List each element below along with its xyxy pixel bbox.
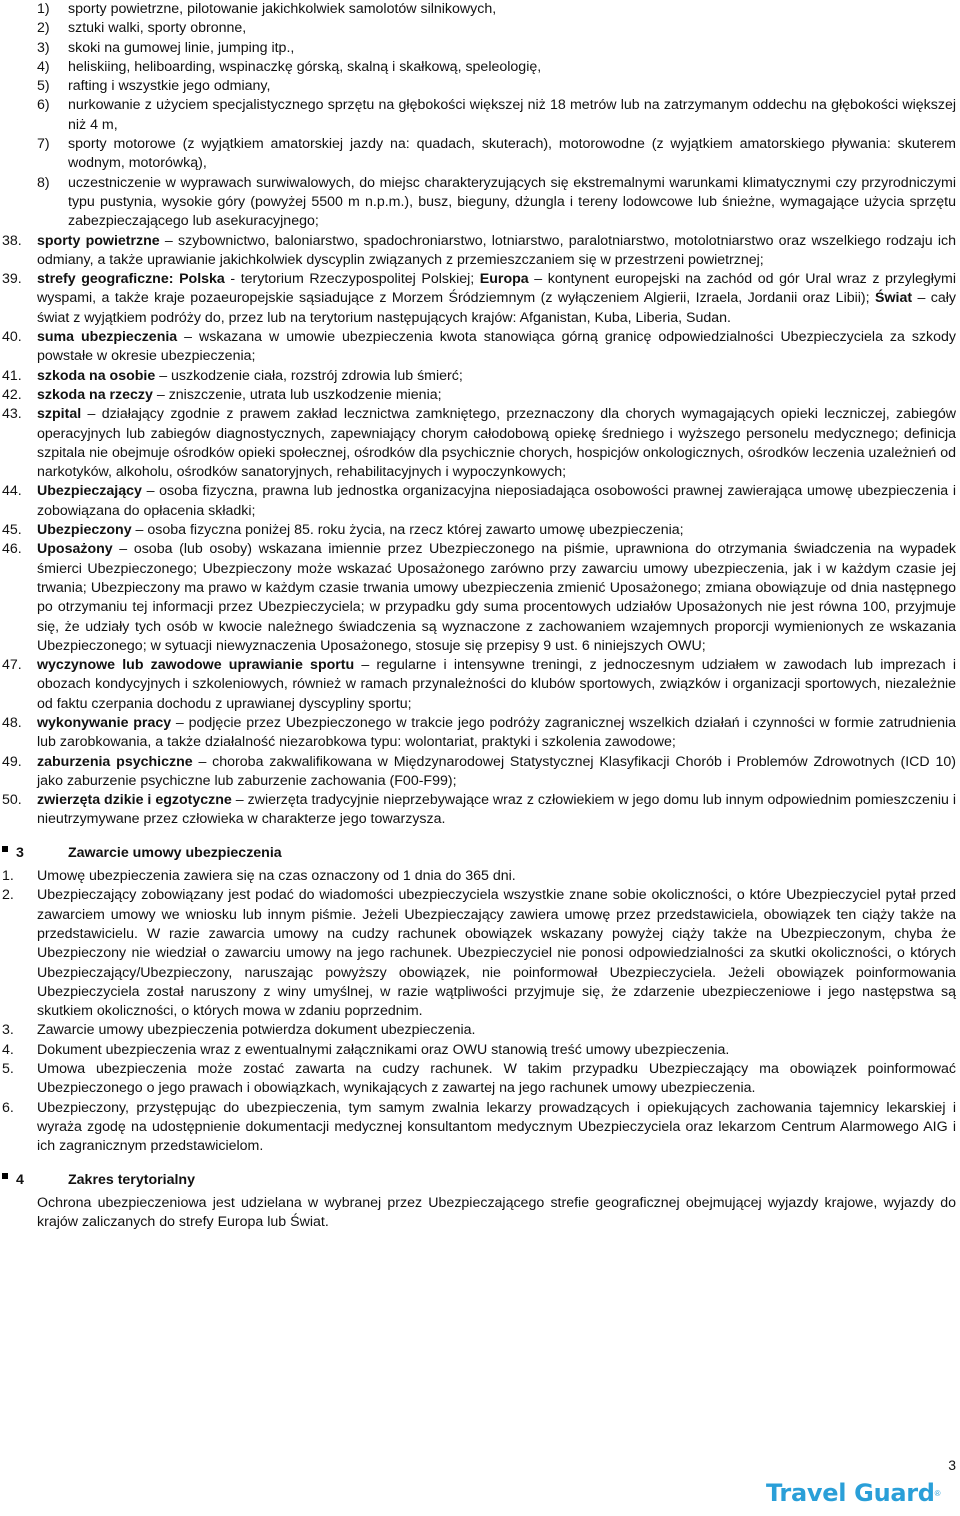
definition-item: 50. zwierzęta dzikie i egzotyczne – zwierzęta tradycyjnie nieprzebywające wraz z człowiekiem w jego domu lub innym odpowiednim pomieszczeniu i nieutrzymywane przez człowieka w charakterze jego towarzysza. bbox=[2, 792, 956, 828]
definition-item: 40. suma ubezpieczenia – wskazana w umowie ubezpieczenia kwota stanowiąca górną granicę odpowiedzialności Ubezpieczyciela za szkody powstałe w okresie ubezpieczenia; bbox=[2, 329, 956, 365]
list-item: 3) skoki na gumowej linie, jumping itp., bbox=[37, 39, 295, 56]
logo-registered-mark: ® bbox=[934, 1489, 941, 1498]
section-bullet-icon bbox=[2, 846, 8, 852]
list-item: 2. Ubezpieczający zobowiązany jest podać do wiadomości ubezpieczyciela wszystkie znane sobie okoliczności, o które Ubezpieczyciel pytał przed zawarciem umowy we wniosku lub innym piśmie. Jeżeli Ubezpieczający zawiera umowę przez przedstawiciela, obowiązek ten ciąży także na przedstawicielu. W razie zawarcia umowy na cudzy rachunek obowiązek wskazany powyżej ciąży także na Ubezpieczonym, chyba że Ubezpieczony nie wiedział o zawarciu umowy na jego rachunek. Ubezpieczyciel nie ponosi odpowiedzialności za skutki okoliczności, o których Ubezpieczający/Ubezpieczony, naruszając powyższy obowiązek, nie poinformował Ubezpieczyciela. Jeżeli obowiązek poinformowania Ubezpieczyciela został naruszony z winy umyślnej, w razie wątpliwości przyjmuje się, że zdarzenie ubezpieczeniowe i jego następstwa są skutkiem okoliczności, o których mowa w zdaniu poprzednim. bbox=[2, 887, 956, 1020]
logo-text: Travel Guard bbox=[766, 1479, 935, 1507]
list-item: 4. Dokument ubezpieczenia wraz z ewentualnymi załącznikami oraz OWU stanowią treść umowy ubezpieczenia. bbox=[2, 1041, 730, 1058]
list-item: 3. Zawarcie umowy ubezpieczenia potwierdza dokument ubezpieczenia. bbox=[2, 1022, 476, 1039]
definition-item: 43. szpital – działający zgodnie z prawem zakład lecznictwa zamkniętego, przeznaczony dla chorych wymagających opieki leczniczej, zabiegów operacyjnych lub zabiegów diagnostycznych, zapewniający chorym całodobową opiekę średniego i wyższego personelu medycznego; definicja szpitala nie obejmuje ośrodków opieki społecznej, ośrodków dla psychicznie chorych, hospicjów onkologicznych, ośrodków leczenia uzależnień od narkotyków, alkoholu, ośrodków sanatoryjnych, rehabilitacyjnych i wypoczynkowych; bbox=[2, 406, 956, 481]
list-item: 5. Umowa ubezpieczenia może zostać zawarta na cudzy rachunek. W takim przypadku Ubezpieczający ma obowiązek poinformować Ubezpieczonego o jego prawach i obowiązkach, wynikających z zawartej na jego rachunek umowy ubezpieczenia. bbox=[2, 1061, 956, 1097]
definition-item: 38. sporty powietrzne – szybownictwo, baloniarstwo, spadochroniarstwo, lotniarstwo, paralotniarstwo, motolotniarstwo oraz wszelkiego rodzaju ich odmiany, a także uprawianie jakichkolwiek dyscyplin związanych z przemieszczaniem się w przestrzeni powietrznej; bbox=[2, 232, 956, 268]
definition-item: 46. Uposażony – osoba (lub osoby) wskazana imiennie przez Ubezpieczonego na piśmie, uprawniona do otrzymania świadczenia na wypadek śmierci Ubezpieczonego; Ubezpieczony może wskazać Uposażonego zarówno przy zawarciu umowy ubezpieczenia, jak i w każdym czasie jej trwania; Ubezpieczony ma prawo w każdym czasie trwania umowy ubezpieczenia zmienić Uposażonego; zmiana obowiązuje od dnia następnego po otrzymaniu tej informacji przez Ubezpieczyciela; w przypadku gdy suma procentowych udziałów Uposażonych nie jest równa 100, przyjmuje się, że udziały tych osób w kwocie należnego świadczenia są wyznaczone z zachowaniem wzajemnych proporcji wymienionych ze wskazania Ubezpieczonego; w sytuacji niewyznaczenia Uposażonego, stosuje się przepisy 9 ust. 6 niniejszych OWU; bbox=[2, 541, 956, 654]
definition-item: 44. Ubezpieczający – osoba fizyczna, prawna lub jednostka organizacyjna nieposiadająca osobowości prawnej zawierająca umowę ubezpieczenia i zobowiązana do opłacenia składki; bbox=[2, 483, 956, 519]
definition-item: 47. wyczynowe lub zawodowe uprawianie sportu – regularne i intensywne treningi, z jednoczesnym udziałem w zawodach lub imprezach i obozach kondycyjnych i szkoleniowych, również w ramach przynależności do klubów sportowych, związków i organizacji sportowych, niezależnie od faktu czerpania dochodu z uprawianej dyscypliny sportu; bbox=[2, 657, 956, 712]
section-4-text: Ochrona ubezpieczeniowa jest udzielana w wybranej przez Ubezpieczającego strefie geograficznej obejmującej wyjazdy krajowe, wyjazdy do krajów zaliczanych do strefy Europa lub Świat. bbox=[37, 1194, 956, 1231]
section-heading: 4 Zakres terytorialny bbox=[0, 1171, 960, 1190]
section-bullet-icon bbox=[2, 1173, 8, 1179]
definition-item: 45. Ubezpieczony – osoba fizyczna poniżej 85. roku życia, na rzecz której zawarto umowę ubezpieczenia; bbox=[2, 522, 684, 539]
list-item: 8) uczestniczenie w wyprawach surwiwalowych, do miejsc charakteryzujących się ekstremalnymi warunkami klimatycznymi czy przyrodniczymi typu pustynia, wysokie góry (powyżej 5500 m n.p.m.), busz, bieguny, dżungla i tereny lodowcowe lub śnieżne, wymagające użycia sprzętu zabezpieczającego lub asekuracyjnego; bbox=[37, 174, 956, 230]
definition-item: 49. zaburzenia psychiczne – choroba zakwalifikowana w Międzynarodowej Statystycznej Klasyfikacji Chorób i Problemów Zdrowotnych (ICD 10) jako zaburzenie psychiczne lub zaburzenie zachowania (F00-F99); bbox=[2, 753, 956, 789]
list-item: 4) heliskiing, heliboarding, wspinaczkę górską, skalną i skałkową, speleologię, bbox=[37, 58, 542, 75]
section-heading: 3 Zawarcie umowy ubezpieczenia bbox=[0, 844, 960, 863]
travel-guard-logo bbox=[766, 1479, 956, 1514]
list-item: 6) nurkowanie z użyciem specjalistycznego sprzętu na głębokości większej niż 18 metrów lub na zatrzymanym oddechu na głębokości większej niż 4 m, bbox=[37, 97, 956, 133]
list-item: 6. Ubezpieczony, przystępując do ubezpieczenia, tym samym zwalnia lekarzy prowadzących i opiekujących zachowania tajemnicy lekarskiej i wyraża zgodę na udostępnienie dokumentacji medycznej konsultantom medycznym Ubezpieczyciela oraz lekarzom Centrum Alarmowego AIG i ich zagranicznym przedstawicielom. bbox=[2, 1099, 956, 1155]
definition-item: 39. strefy geograficzne: Polska - terytorium Rzeczypospolitej Polskiej; Europa – kontynent europejski na zachód od gór Ural wraz z przyległymi wyspami, a także kraje pozaeuropejskie sąsiadujące z Morzem Śródziemnym (z wyłączeniem Algierii, Izraela, Jordanii oraz Libii); Świat – cały świat z wyjątkiem podróży do, przez lub na terytorium następujących krajów: Afganistan, Kuba, Liberia, Sudan. bbox=[2, 271, 956, 326]
definition-item: 42. szkoda na rzeczy – zniszczenie, utrata lub uszkodzenie mienia; bbox=[2, 386, 442, 403]
section-3-list bbox=[0, 867, 960, 1156]
page-number: 3 bbox=[948, 1457, 956, 1473]
list-item: 2) sztuki walki, sporty obronne, bbox=[37, 20, 247, 37]
list-item: 1) sporty powietrzne, pilotowanie jakichkolwiek samolotów silnikowych, bbox=[37, 1, 497, 17]
list-item: 7) sporty motorowe (z wyjątkiem amatorskiej jazdy na: quadach, skuterach), motorowodne (z wyjątkiem amatorskiego pływania: skuterem wodnym, motorówką), bbox=[37, 136, 956, 172]
definitions-list bbox=[0, 232, 960, 830]
sub-list bbox=[0, 0, 960, 232]
list-item: 5) rafting i wszystkie jego odmiany, bbox=[37, 78, 271, 95]
definition-item: 48. wykonywanie pracy – podjęcie przez Ubezpieczonego w trakcie jego podróży zagranicznej wszelkich działań i czynności w formie zatrudnienia lub zarobkowania, a także działalność niezarobkowa typu: wolontariat, praktyki i szkolenia zawodowe; bbox=[2, 714, 957, 751]
list-item: 1. Umowę ubezpieczenia zawiera się na czas oznaczony od 1 dnia do 365 dni. bbox=[2, 868, 516, 885]
definition-item: 41. szkoda na osobie – uszkodzenie ciała, rozstrój zdrowia lub śmierć; bbox=[2, 367, 463, 384]
